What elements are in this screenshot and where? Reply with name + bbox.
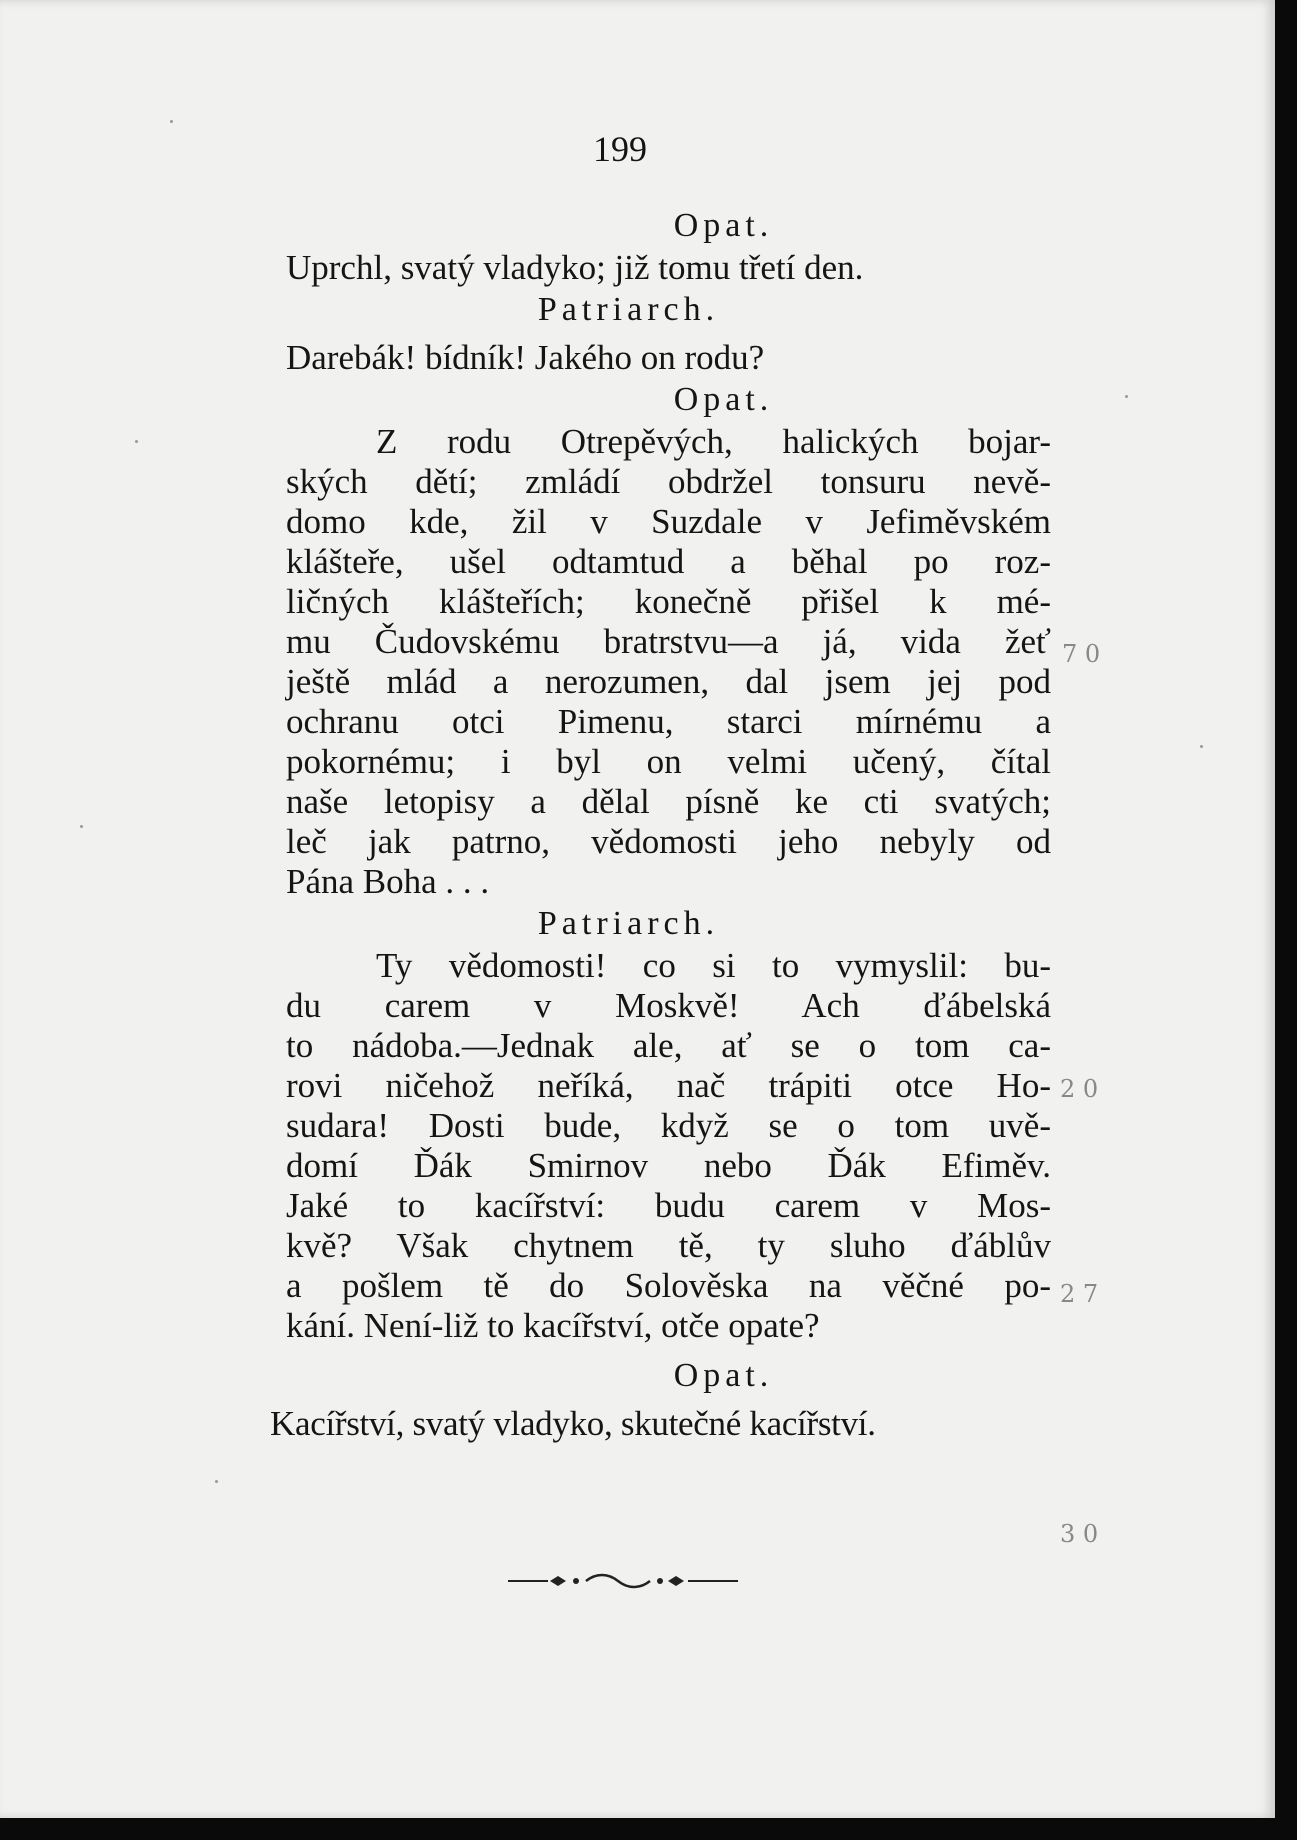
text-line: rovi ničehož neříká, nač trápiti otce Ho- — [286, 1066, 1051, 1105]
speaker-heading: Patriarch. — [537, 905, 720, 942]
text-line: domí Ďák Smirnov nebo Ďák Efiměv. — [286, 1146, 1051, 1185]
text-line: to nádoba.—Jednak ale, ať se o tom ca- — [286, 1026, 1051, 1065]
paper-speck — [135, 440, 138, 443]
ornament-divider — [508, 1573, 738, 1589]
text-line: naše letopisy a dělal písně ke cti svatých; — [286, 782, 1051, 821]
paper-speck — [1125, 395, 1128, 398]
text-line: leč jak patrno, vědomosti jeho nebyly od — [286, 822, 1051, 861]
text-line: ličných klášteřích; konečně přišel k mé- — [286, 582, 1051, 621]
page-number: 199 — [593, 129, 647, 169]
margin-note: 7 0 — [1062, 640, 1101, 668]
text-line: du carem v Moskvě! Ach ďábelská — [286, 986, 1051, 1025]
text-line: Kacířství, svatý vladyko, skutečné kacířství. — [270, 1404, 876, 1443]
text-line: ještě mlád a nerozumen, dal jsem jej pod — [286, 662, 1051, 701]
text-line: ochranu otci Pimenu, starci mírnému a — [286, 702, 1051, 741]
speaker-heading: Opat. — [673, 381, 774, 418]
speaker-heading: Opat. — [673, 1357, 774, 1394]
text-line: a pošlem tě do Solověska na věčné po- — [286, 1266, 1051, 1305]
margin-note: 2 0 — [1060, 1075, 1099, 1103]
text-line: domo kde, žil v Suzdale v Jefiměvském — [286, 502, 1051, 541]
margin-note: 2 7 — [1060, 1280, 1099, 1308]
text-block — [270, 204, 1051, 1444]
text-line: Pána Boha . . . — [286, 862, 490, 901]
text-line: klášteře, ušel odtamtud a běhal po roz- — [286, 542, 1051, 581]
text-line: Darebák! bídník! Jakého on rodu? — [286, 338, 765, 377]
paper-speck — [170, 120, 173, 123]
text-line: kání. Není-liž to kacířství, otče opate? — [286, 1306, 820, 1345]
text-line: kvě? Však chytnem tě, ty sluho ďáblův — [286, 1226, 1051, 1265]
text-line: ských dětí; zmládí obdržel tonsuru nevě- — [286, 462, 1051, 501]
text-line: Z rodu Otrepěvých, halických bojar- — [376, 422, 1051, 461]
text-line: pokornému; i byl on velmi učený, čítal — [286, 742, 1051, 781]
speaker-heading: Patriarch. — [537, 291, 720, 328]
margin-note: 3 0 — [1060, 1520, 1099, 1548]
speaker-heading: Opat. — [673, 207, 774, 244]
paper-speck — [1200, 745, 1203, 748]
text-line: sudara! Dosti bude, když se o tom uvě- — [286, 1106, 1051, 1145]
text-line: mu Čudovskému bratrstvu—a já, vida žeť — [286, 622, 1051, 661]
paper-speck — [215, 1480, 218, 1483]
text-line: Ty vědomosti! co si to vymyslil: bu- — [376, 946, 1051, 985]
paper-speck — [80, 825, 83, 828]
text-line: Jaké to kacířství: budu carem v Mos- — [286, 1186, 1051, 1225]
text-line: Uprchl, svatý vladyko; již tomu třetí den. — [286, 248, 864, 287]
